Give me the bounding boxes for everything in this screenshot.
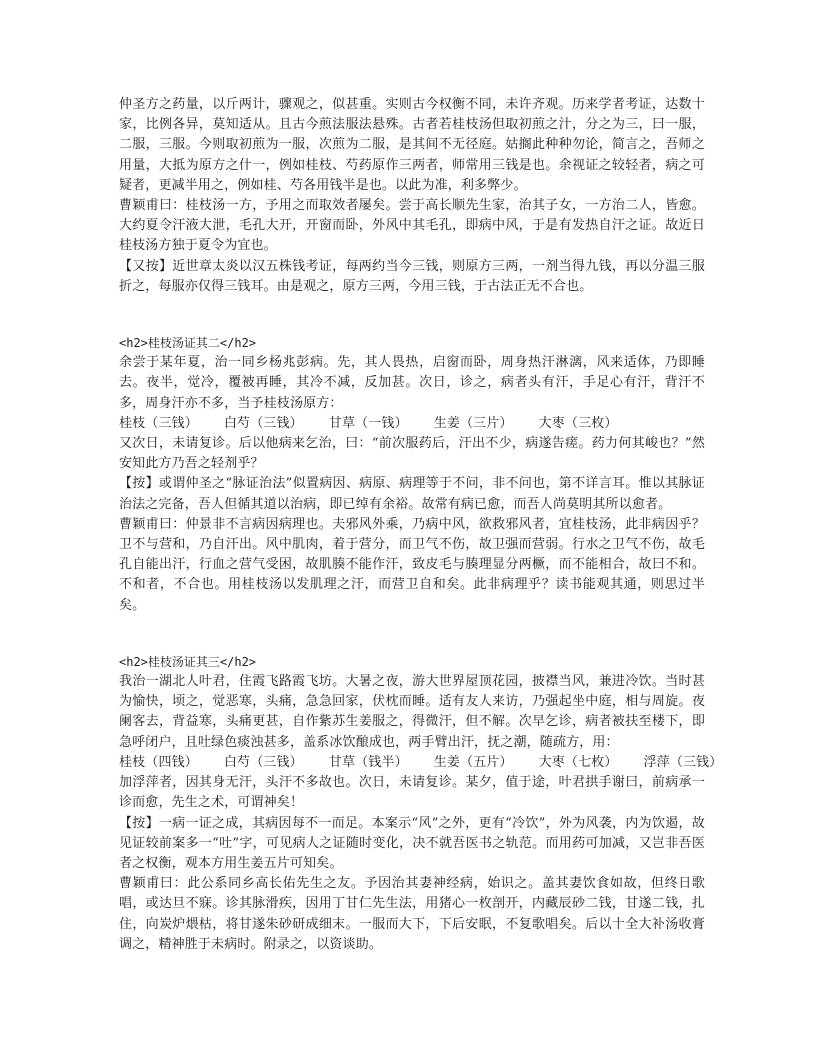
paragraph-dosage: 仲圣方之药量，以斤两计，骤观之，似甚重。实则古今权衡不同，未许齐观。历来学者考证，达数十家，比例各异，莫知适从。且古今煎法服法悬殊。古者若桂枝汤但取初煎之汁，分之为三，曰一服，二服，三服。今则取初煎为一服，次煎为二服，是其间不无径庭。姑搁此种种勿论，简言之，吾师之用量，大抵为原方之什一，例如桂枝、芍药原作三两者，师常用三钱是也。余视证之较轻者，病之可疑者，更减半用之，例如桂、芍各用钱半是也。以此为准，利多弊少。 [119,97,705,193]
paragraph-cao-commentary: 曹颖甫曰：桂枝汤一方，予用之而取效者屡矣。尝于高长顺先生家，治其子女，一方治二人，皆愈。大约夏令汗液大泄，毛孔大开，开窗而卧，外风中其毛孔，即病中风，于是有发热自汗之证。故近日桂枝汤方独于夏令为宜也。 [119,198,705,254]
herb-item: 甘草（一钱） [328,415,408,431]
prescription-list [119,753,723,773]
section-heading: <h2>桂枝汤证其二</h2> [119,336,257,351]
herb-item: 白芍（三钱） [223,415,303,431]
case-followup: 又次日，未请复诊。后以他病来乞治，曰：“前次服药后，汗出不少，病遂告瘥。药力何其峻也？”然安知此方乃吾之轻剂乎？ [119,436,705,472]
case-note: 【按】一病一证之成，其病因每不一而足。本案示“风”之外，更有“冷饮”，外为风袭，内为饮遏，故见证较前案多一“吐”字，可见病人之证随时变化，决不就吾医书之轨范。而用药可加减，又岂非吾医者之权衡，观本方用生姜五片可知矣。 [119,815,705,871]
section-case-two [119,333,705,616]
herb-item: 大枣（七枚） [538,754,618,770]
case-intro: 余尝于某年夏，治一同乡杨兆彭病。先，其人畏热，启窗而卧，周身热汗淋漓，风来适体，乃即睡去。夜半，觉冷，覆被再睡，其冷不减，反加甚。次日，诊之，病者头有汗，手足心有汗，背汗不多，周身汗亦不多，当予桂枝汤原方： [119,355,705,411]
herb-item: 生姜（五片） [433,754,513,770]
case-followup: 加浮萍者，因其身无汗，头汗不多故也。次日，未请复诊。某夕，值于途，叶君拱手谢曰，前病承一诊而愈，先生之术，可谓神矣！ [119,775,705,811]
herb-item: 桂枝（三钱） [119,415,198,431]
case-intro: 我治一湖北人叶君，住霞飞路霞飞坊。大暑之夜，游大世界屋顶花园，披襟当风，兼进冷饮。当时甚为愉快，顷之，觉恶寒，头痛，急急回家，伏枕而睡。适有友人来访，乃强起坐中庭，相与周旋。夜阑客去，背益寒，头痛更甚，自作紫苏生姜服之，得微汗，但不解。次早乞诊，病者被扶至楼下，即急呼闭户，且吐绿色痰浊甚多，盖系冰饮酿成也，两手臂出汗，抚之潮，随疏方，用： [119,674,705,750]
case-cao-commentary: 曹颖甫曰：此公系同乡高长佑先生之友。予因治其妻神经病，始识之。盖其妻饮食如故，但终日歌唱，或达旦不寐。诊其脉滑疾，因用丁甘仁先生法，用猪心一枚剖开，内藏辰砂二钱，甘遂二钱，扎住，向炭炉煨枯，将甘遂朱砂研成细末。一服而大下，下后安眠，不复歌唱矣。后以十全大补汤收膏调之，精神胜于未病时。附录之，以资谈助。 [119,876,705,952]
prescription-list [119,414,705,434]
herb-item: 甘草（钱半） [328,754,408,770]
section-dosage-discussion [119,95,705,297]
herb-item: 大枣（三枚） [538,415,618,431]
herb-item: 生姜（三片） [433,415,513,431]
herb-item: 白芍（三钱） [223,754,303,770]
case-note: 【按】或谓仲圣之“脉证治法”似置病因、病原、病理等于不问，非不问也，第不详言耳。惟以其脉证治法之完备，吾人但循其道以治病，即已绰有余裕。故常有病已愈，而吾人尚莫明其所以愈者。 [119,476,705,512]
document-page [119,95,723,955]
herb-item: 桂枝（四钱） [119,754,198,770]
section-heading: <h2>桂枝汤证其三</h2> [119,654,257,669]
herb-item: 浮萍（三钱） [643,754,723,770]
case-cao-commentary: 曹颖甫曰：仲景非不言病因病理也。夫邪风外乘，乃病中风，欲救邪风者，宜桂枝汤，此非病因乎？卫不与营和，乃自汗出。风中肌肉，着于营分，而卫气不伤，故卫强而营弱。行水之卫气不伤，故毛孔自能出汗，行血之营气受困，故肌腠不能作汗，致皮毛与腠理显分两橛，而不能相合，故曰不和。不和者，不合也。用桂枝汤以发肌理之汗，而营卫自和矣。此非病理乎？读书能观其通，则思过半矣。 [119,516,705,613]
section-case-three [119,652,723,955]
paragraph-additional-note: 【又按】近世章太炎以汉五株钱考证，每两约当今三钱，则原方三两，一剂当得九钱，再以分温三服折之，每服亦仅得三钱耳。由是观之，原方三两，今用三钱，于古法正无不合也。 [119,258,705,294]
